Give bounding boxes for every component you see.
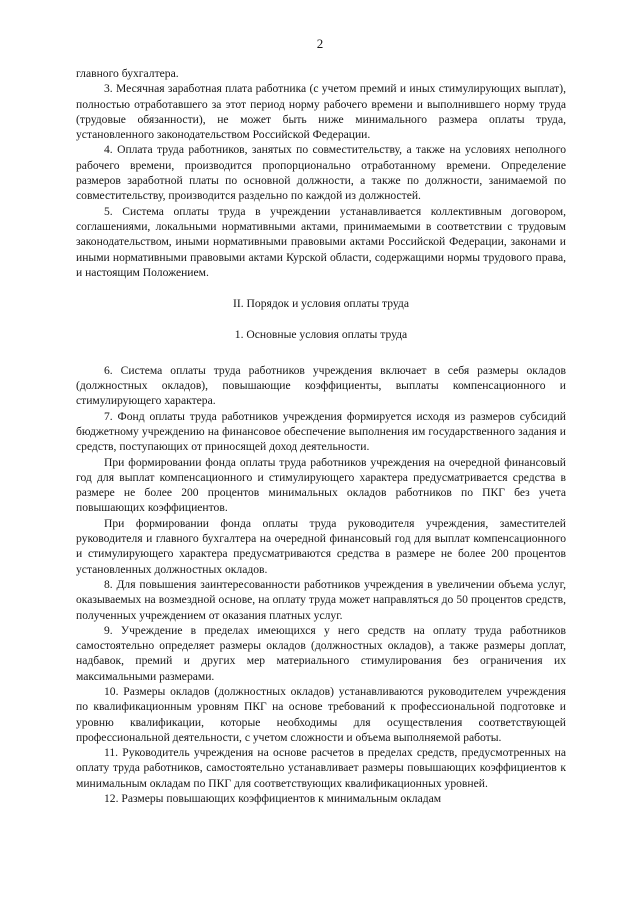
paragraph-7-workers-fund: При формировании фонда оплаты труда работников учреждения на очередной финансовый год для выплат компенсационного и стимулирующего характера предусматривается средства в размере не более 200 процентов минимальных окладов работников по ПКГ без учета повышающих коэффициентов.	[76, 455, 566, 515]
subsection-heading: 1. Основные условия оплаты труда	[234, 328, 408, 342]
paragraph-continuation: главного бухгалтера.	[76, 67, 179, 80]
paragraph-3: 3. Месячная заработная плата работника (с учетом премий и иных стимулирующих выплат), полностью отработавшего за этот период норму рабочего времени и выполнившего норму труда (трудовые обязанности), не может быть ниже минимального размера оплаты труда, установленного законодательством Российской Федерации.	[76, 82, 566, 142]
paragraph-9: 9. Учреждение в пределах имеющихся у него средств на оплату труда работников самостоятельно определяет размеры окладов (должностных окладов), а также размеры доплат, надбавок, премий и других мер материального стимулирования без ограничения их максимальными размерами.	[76, 623, 566, 683]
page-number: 2	[316, 36, 324, 51]
paragraph-5: 5. Система оплаты труда в учреждении устанавливается коллективным договором, соглашениями, локальными нормативными актами, принимаемыми в соответствии с трудовым законодательством, иными нормативными правовыми актами Российской Федерации, законами и иными нормативными правовыми актами Курской области, содержащими нормы трудового права, и настоящим Положением.	[76, 204, 566, 279]
paragraph-12: 12. Размеры повышающих коэффициентов к минимальным окладам	[104, 792, 442, 806]
paragraph-4: 4. Оплата труда работников, занятых по совместительству, а также на условиях неполного рабочего времени, производится пропорционально отработанному времени. Определение размеров заработной платы по основной должности, а также по должности, занимаемой по совместительству, производится раздельно по каждой из должностей.	[76, 143, 566, 203]
paragraph-10: 10. Размеры окладов (должностных окладов) устанавливаются руководителем учреждения по квалификационным уровням ПКГ на основе требований к профессиональной подготовке и уровню квалификации, которые необходимы для осуществления соответствующей профессиональной деятельности, с учетом сложности и объема выполняемой работы.	[76, 684, 566, 744]
paragraph-11: 11. Руководитель учреждения на основе расчетов в пределах средств, предусмотренных на оплату труда работников, самостоятельно устанавливает размеры повышающих коэффициентов к минимальным окладам по ПКГ для соответствующих квалификационных уровней.	[76, 746, 566, 790]
paragraph-7-management-fund: При формировании фонда оплаты труда руководителя учреждения, заместителей руководителя и главного бухгалтера на очередной финансовый год для выплат компенсационного и стимулирующего характера предусматриваются средства в размере не более 200 процентов установленных должностных окладов.	[76, 516, 566, 576]
paragraph-7: 7. Фонд оплаты труда работников учреждения формируется исходя из размеров субсидий бюджетному учреждению на финансовое обеспечение выполнения им государственного задания и средств, поступающих от приносящей доход деятельности.	[76, 409, 566, 454]
paragraph-8: 8. Для повышения заинтересованности работников учреждения в увеличении объема услуг, оказываемых на возмездной основе, на оплату труда может направляться до 50 процентов средств, полученных учреждением от оказания платных услуг.	[76, 577, 566, 622]
document-body	[76, 66, 566, 806]
paragraph-6: 6. Система оплаты труда работников учреждения включает в себя размеры окладов (должностных окладов), повышающие коэффициенты, выплаты компенсационного и стимулирующего характера.	[76, 363, 566, 408]
section-heading: II. Порядок и условия оплаты труда	[233, 297, 409, 311]
